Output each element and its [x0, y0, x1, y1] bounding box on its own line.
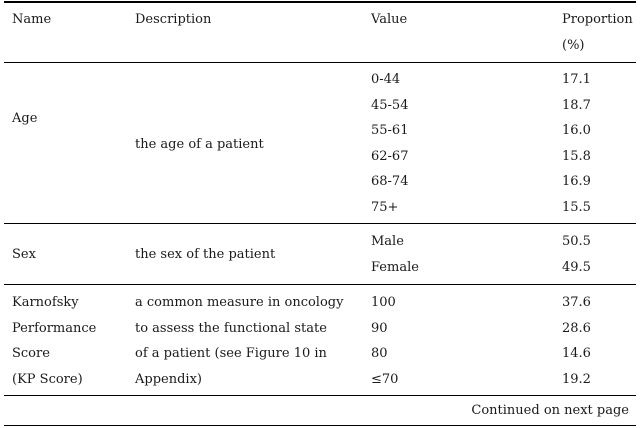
row-value: Female: [371, 260, 419, 275]
row-proportion: 15.5: [562, 200, 591, 215]
row-proportion: 50.5: [562, 234, 591, 249]
continued-note: Continued on next page: [471, 403, 629, 418]
row-value: 62-67: [371, 149, 409, 164]
row-value: 45-54: [371, 98, 409, 113]
row-proportion: 49.5: [562, 260, 591, 275]
row-value: 100: [371, 295, 396, 310]
group-name: Age: [12, 111, 38, 126]
top-rule: [4, 1, 636, 3]
group-name-line: Performance: [12, 321, 97, 336]
table-bottom-rule: [4, 395, 636, 396]
group-description: the sex of the patient: [135, 247, 276, 262]
row-proportion: 15.8: [562, 149, 591, 164]
row-proportion: 28.6: [562, 321, 591, 336]
group-description: the age of a patient: [135, 137, 264, 152]
header-value: Value: [371, 12, 408, 27]
header-proportion-unit: (%): [562, 38, 585, 53]
row-value: 80: [371, 346, 388, 361]
row-value: ≤70: [371, 372, 399, 387]
row-proportion: 16.9: [562, 174, 591, 189]
row-proportion: 18.7: [562, 98, 591, 113]
group-name-line: Score: [12, 346, 50, 361]
row-value: 90: [371, 321, 388, 336]
header-description: Description: [135, 12, 212, 27]
row-value: Male: [371, 234, 404, 249]
row-value: 68-74: [371, 174, 409, 189]
group-description-line: a common measure in oncology: [135, 295, 344, 310]
group-description-line: Appendix): [135, 372, 202, 387]
header-proportion: Proportion: [562, 12, 633, 27]
header-name: Name: [12, 12, 52, 27]
row-value: 75+: [371, 200, 399, 215]
group-name-line: (KP Score): [12, 372, 83, 387]
row-proportion: 37.6: [562, 295, 591, 310]
group-description-line: to assess the functional state: [135, 321, 327, 336]
row-value: 55-61: [371, 123, 409, 138]
row-proportion: 16.0: [562, 123, 591, 138]
row-proportion: 17.1: [562, 72, 591, 87]
row-value: 0-44: [371, 72, 401, 87]
group-divider-sex-kp: [4, 284, 636, 285]
group-name: Sex: [12, 247, 36, 262]
row-proportion: 14.6: [562, 346, 591, 361]
row-proportion: 19.2: [562, 372, 591, 387]
header-rule: [4, 62, 636, 63]
page-bottom-rule: [4, 425, 636, 426]
group-name-line: Karnofsky: [12, 295, 79, 310]
group-description-line: of a patient (see Figure 10 in: [135, 346, 327, 361]
group-divider-age-sex: [4, 223, 636, 224]
